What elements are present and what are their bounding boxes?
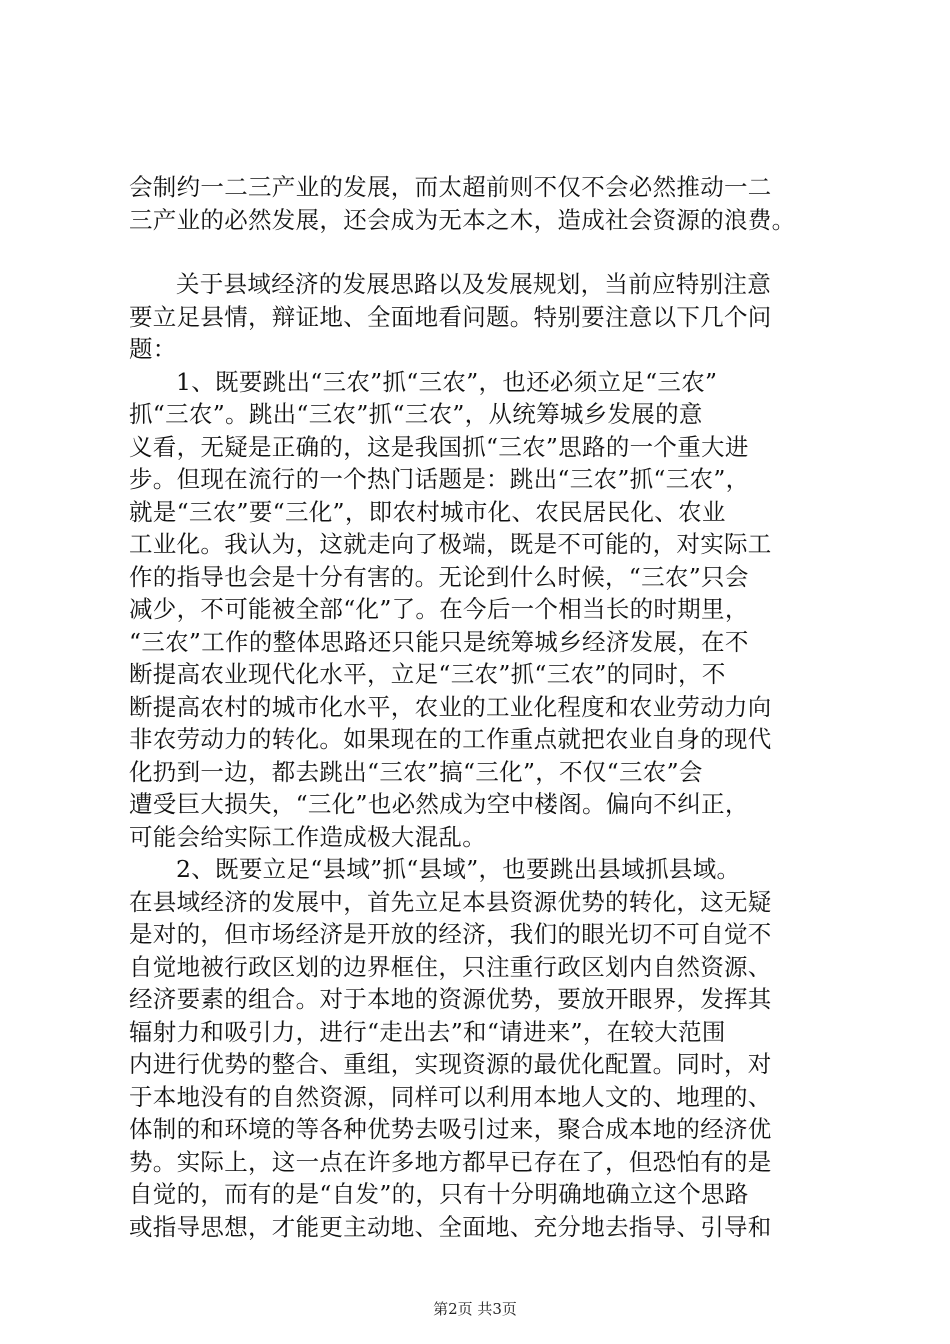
text-line: 体制的和环境的等各种优势去吸引过来，聚合成本地的经济优 bbox=[129, 1115, 772, 1143]
text-line: 内进行优势的整合、重组，实现资源的最优化配置。同时，对 bbox=[129, 1050, 772, 1078]
text-line: 会制约一二三产业的发展，而太超前则不仅不会必然推动一二 bbox=[129, 173, 772, 201]
text-line: 断提高农村的城市化水平，农业的工业化程度和农业劳动力向 bbox=[129, 692, 772, 721]
paragraph-intro-first-line: 关于县域经济的发展思路以及发展规划，当前应特别注意 bbox=[176, 270, 771, 298]
text-line: 于本地没有的自然资源，同样可以利用本地人文的、地理的、 bbox=[129, 1082, 772, 1111]
text-line: 经济要素的组合。对于本地的资源优势，要放开眼界，发挥其 bbox=[129, 985, 772, 1013]
text-line: 自觉地被行政区划的边界框住，只注重行政区划内自然资源、 bbox=[129, 952, 772, 981]
page-footer: 第2页 共3页 bbox=[433, 1300, 517, 1318]
point-2-first-line: 2、既要立足“县域”抓“县域”，也要跳出县域抓县域。 bbox=[176, 855, 741, 883]
text-line: 义看，无疑是正确的，这是我国抓“三农”思路的一个重大进 bbox=[129, 432, 749, 461]
text-line: 题： bbox=[129, 335, 177, 363]
text-line: 自觉的，而有的是“自发”的，只有十分明确地确立这个思路 bbox=[129, 1180, 749, 1208]
text-line: 减少，不可能被全部“化”了。在今后一个相当长的时期里， bbox=[129, 595, 749, 623]
point-1-first-line: 1、既要跳出“三农”抓“三农”，也还必须立足“三农” bbox=[176, 367, 718, 396]
text-line: 在县域经济的发展中，首先立足本县资源优势的转化，这无疑 bbox=[129, 887, 772, 916]
main-body bbox=[129, 268, 829, 1243]
text-line: 工业化。我认为，这就走向了极端，既是不可能的，对实际工 bbox=[129, 530, 772, 558]
text-line: 就是“三农”要“三化”，即农村城市化、农民居民化、农业 bbox=[129, 497, 726, 526]
text-line: 作的指导也会是十分有害的。无论到什么时候，“三农”只会 bbox=[129, 562, 749, 591]
text-line: “三农”工作的整体思路还只能只是统筹城乡经济发展，在不 bbox=[129, 627, 749, 656]
text-line: 非农劳动力的转化。如果现在的工作重点就把农业自身的现代 bbox=[129, 725, 772, 753]
text-line: 化扔到一边，都去跳出“三农”搞“三化”，不仅“三农”会 bbox=[129, 757, 703, 786]
text-line: 是对的，但市场经济是开放的经济，我们的眼光切不可自觉不 bbox=[129, 920, 772, 948]
text-line: 可能会给实际工作造成极大混乱。 bbox=[129, 822, 486, 851]
text-line: 三产业的必然发展，还会成为无本之木，造成社会资源的浪费。 bbox=[129, 205, 796, 234]
top-paragraph bbox=[129, 171, 829, 236]
text-line: 抓“三农”。跳出“三农”抓“三农”，从统筹城乡发展的意 bbox=[129, 400, 703, 428]
text-line: 或指导思想，才能更主动地、全面地、充分地去指导、引导和 bbox=[129, 1212, 772, 1241]
text-line: 遭受巨大损失，“三化”也必然成为空中楼阁。偏向不纠正， bbox=[129, 790, 749, 818]
text-line: 辐射力和吸引力，进行“走出去”和“请进来”，在较大范围 bbox=[129, 1017, 726, 1046]
text-line: 步。但现在流行的一个热门话题是：跳出“三农”抓“三农”， bbox=[129, 465, 750, 493]
text-line: 势。实际上，这一点在许多地方都早已存在了，但恐怕有的是 bbox=[129, 1147, 772, 1176]
text-line: 要立足县情，辩证地、全面地看问题。特别要注意以下几个问 bbox=[129, 302, 772, 331]
text-line: 断提高农业现代化水平，立足“三农”抓“三农”的同时，不 bbox=[129, 660, 726, 688]
